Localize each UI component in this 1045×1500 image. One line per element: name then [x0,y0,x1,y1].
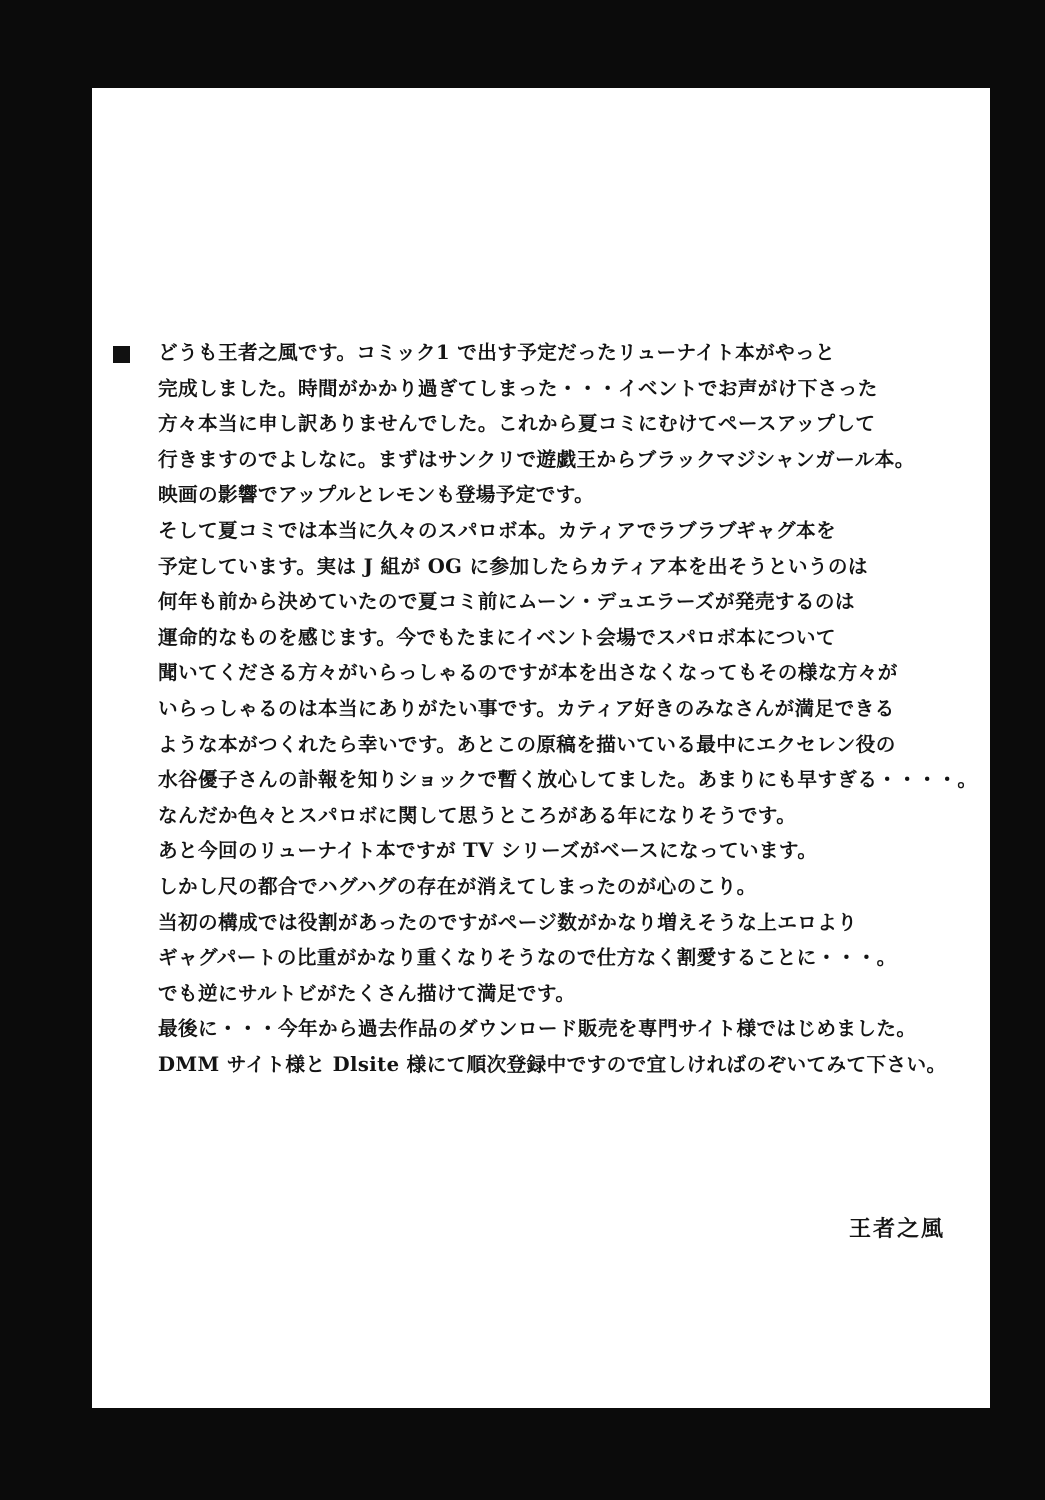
letter-line: 完成しました。時間がかかり過ぎてしまった・・・イベントでお声がけ下さった [158,376,878,400]
letter-line: 聞いてくださる方々がいらっしゃるのですが本を出さなくなってもその様な方々が [158,661,898,685]
letter-line: DMM サイト様と Dlsite 様にて順次登録中ですので宜しければのぞいてみて下さい。 [158,1052,947,1076]
letter-line: ギャグパートの比重がかなり重くなりそうなので仕方なく割愛することに・・・。 [158,946,897,970]
letter-line: 水谷優子さんの訃報を知りショックで暫く放心してました。あまりにも早すぎる・・・・。 [158,768,978,792]
letter-line: なんだか色々とスパロボに関して思うところがある年になりそうです。 [158,803,797,827]
letter-body [158,335,988,1082]
letter-line: そして夏コミでは本当に久々のスパロボ本。カティアでラブラブギャグ本を [158,518,837,542]
letter-page [92,88,990,1408]
letter-line: あと今回のリューナイト本ですが TV シリーズがベースになっています。 [158,839,818,863]
letter-line: いらっしゃるのは本当にありがたい事です。カティア好きのみなさんが満足できる [158,696,895,720]
letter-line: 予定しています。実は J 組が OG に参加したらカティア本を出そうというのは [158,554,868,578]
letter-line: 方々本当に申し訳ありませんでした。これから夏コミにむけてペースアップして [158,412,876,436]
letter-line: 何年も前から決めていたので夏コミ前にムーン・デュエラーズが発売するのは [158,590,855,614]
letter-line: でも逆にサルトビがたくさん描けて満足です。 [158,981,576,1005]
letter-line: 映画の影響でアップルとレモンも登場予定です。 [158,483,595,507]
letter-line: ような本がつくれたら幸いです。あとこの原稿を描いている最中にエクセレン役の [158,732,896,756]
square-bullet-icon [113,346,130,363]
letter-line: しかし尺の都合でハグハグの存在が消えてしまったのが心のこり。 [158,874,757,898]
letter-line: 最後に・・・今年から過去作品のダウンロード販売を専門サイト様ではじめました。 [158,1017,917,1041]
letter-line: どうも王者之風です。コミック1 で出す予定だったリューナイト本がやっと [158,341,836,364]
letter-line: 行きますのでよしなに。まずはサンクリで遊戯王からブラックマジシャンガール本。 [158,447,915,471]
author-signature: 王者之風 [848,1216,945,1242]
letter-line: 当初の構成では役割があったのですがページ数がかなり増えそうな上エロより [158,910,858,934]
letter-line: 運命的なものを感じます。今でもたまにイベント会場でスパロボ本について [158,625,836,649]
